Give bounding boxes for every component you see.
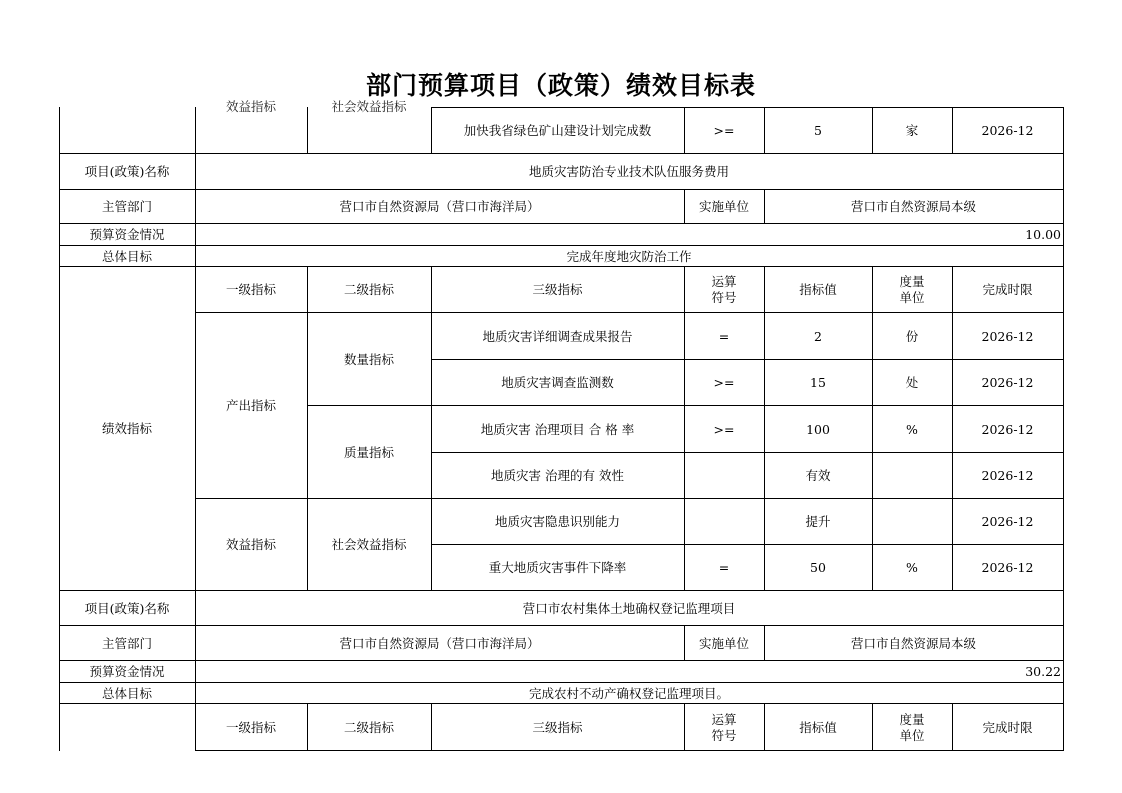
fragment-deadline: 2026-12 xyxy=(981,122,1034,138)
table-row-value: 100 xyxy=(806,421,830,437)
grid-line xyxy=(952,704,953,751)
grid-line xyxy=(195,750,1064,751)
p1-group-output: 产出指标 xyxy=(225,398,276,413)
p1-header-deadline: 完成时限 xyxy=(982,282,1033,297)
grid-line xyxy=(195,312,1064,313)
grid-line xyxy=(431,267,432,591)
table-row-deadline: 2026-12 xyxy=(981,375,1034,390)
table-row-operator: >= xyxy=(713,375,735,390)
p2-header-level1: 一级指标 xyxy=(225,719,276,735)
grid-line xyxy=(59,153,1064,154)
table-row-indicator: 重大地质灾害事件下降率 xyxy=(488,560,627,575)
p1-header-level3: 三级指标 xyxy=(532,282,583,297)
fragment-indicator: 加快我省绿色矿山建设计划完成数 xyxy=(463,122,652,138)
table-row-operator xyxy=(684,453,764,499)
p2-name-label: 项目(政策)名称 xyxy=(84,600,170,616)
p1-impl-value: 营口市自然资源局本级 xyxy=(850,199,976,214)
unit-header-line1: 度量 xyxy=(899,274,925,289)
grid-line xyxy=(59,590,1064,591)
p2-budget-label: 预算资金情况 xyxy=(89,664,165,679)
table-row-indicator: 地质灾害调查监测数 xyxy=(501,375,614,390)
table-row-unit xyxy=(872,453,952,499)
page-title: 部门预算项目（政策）绩效目标表 xyxy=(365,71,756,100)
grid-line xyxy=(764,267,765,591)
table-row-operator xyxy=(684,499,764,545)
grid-line xyxy=(59,107,60,751)
table-row-operator: = xyxy=(718,328,730,344)
table-row-deadline: 2026-12 xyxy=(981,468,1034,483)
fragment-level1-cell xyxy=(195,99,307,154)
p2-header-deadline: 完成时限 xyxy=(982,719,1033,735)
grid-line xyxy=(764,626,765,661)
grid-line xyxy=(431,359,1064,360)
grid-line xyxy=(952,107,953,154)
operator-header-line2: 符号 xyxy=(711,727,737,743)
grid-line xyxy=(684,704,685,751)
p1-impl-label: 实施单位 xyxy=(698,199,749,214)
table-row-indicator: 地质灾害隐患识别能力 xyxy=(494,514,620,529)
p2-dept-value: 营口市自然资源局（营口市海洋局） xyxy=(339,635,540,651)
fragment-operator: >= xyxy=(713,122,735,138)
p1-group-benefit: 效益指标 xyxy=(225,537,276,552)
p1-header-level2: 二级指标 xyxy=(343,282,394,297)
table-row-deadline: 2026-12 xyxy=(981,421,1034,437)
grid-line xyxy=(872,267,873,591)
grid-line xyxy=(764,190,765,224)
fragment-level1-label: 效益指标 xyxy=(225,99,276,114)
unit-header-line2: 单位 xyxy=(899,290,925,305)
p1-overall-label: 总体目标 xyxy=(101,248,152,264)
p2-impl-label: 实施单位 xyxy=(698,635,749,651)
p2-header-level3: 三级指标 xyxy=(532,719,583,735)
table-row-value: 提升 xyxy=(805,514,831,529)
grid-line xyxy=(59,245,1064,246)
table-row-value: 2 xyxy=(814,328,822,344)
table-row-unit: % xyxy=(906,421,918,437)
grid-line xyxy=(307,704,308,751)
grid-line xyxy=(307,267,308,591)
operator-header-line1: 运算 xyxy=(711,711,737,727)
p1-header-unit xyxy=(872,267,952,313)
grid-line xyxy=(59,682,1064,683)
p1-name-label: 项目(政策)名称 xyxy=(84,164,170,179)
grid-line xyxy=(431,107,432,154)
grid-line xyxy=(195,498,1064,499)
operator-header-line2: 符号 xyxy=(711,290,737,305)
p1-group-quantity: 数量指标 xyxy=(343,351,394,367)
table-row-indicator: 地质灾害详细调查成果报告 xyxy=(482,328,633,344)
grid-line xyxy=(1063,107,1064,751)
p2-overall-value: 完成农村不动产确权登记监理项目。 xyxy=(528,685,729,701)
p1-dept-value: 营口市自然资源局（营口市海洋局） xyxy=(339,199,540,214)
grid-line xyxy=(59,625,1064,626)
grid-line xyxy=(872,107,873,154)
grid-line xyxy=(872,704,873,751)
table-row-unit: % xyxy=(906,560,918,575)
unit-header-line2: 单位 xyxy=(899,727,925,743)
fragment-level2-cell xyxy=(307,99,431,154)
p1-group-quality: 质量指标 xyxy=(343,444,394,460)
grid-line xyxy=(684,267,685,591)
grid-line xyxy=(684,190,685,224)
grid-line xyxy=(59,266,1064,267)
p2-impl-value: 营口市自然资源局本级 xyxy=(850,635,976,651)
p2-header-unit xyxy=(872,704,952,751)
table-row-deadline: 2026-12 xyxy=(981,328,1034,344)
p1-budget-label: 预算资金情况 xyxy=(89,227,165,242)
p2-overall-label: 总体目标 xyxy=(101,685,152,701)
p2-header-operator xyxy=(684,704,764,751)
table-row-operator: >= xyxy=(713,421,735,437)
table-row-unit: 份 xyxy=(905,328,919,344)
grid-line xyxy=(59,189,1064,190)
table-row-value: 有效 xyxy=(805,468,831,483)
table-row-value: 15 xyxy=(810,375,826,390)
p1-overall-value: 完成年度地灾防治工作 xyxy=(566,248,692,264)
p1-group-social: 社会效益指标 xyxy=(331,537,407,552)
table-row-indicator: 地质灾害 治理项目 合 格 率 xyxy=(480,421,635,437)
grid-line xyxy=(59,660,1064,661)
table-row-deadline: 2026-12 xyxy=(981,514,1034,529)
grid-line xyxy=(431,107,1064,108)
unit-header-line1: 度量 xyxy=(899,711,925,727)
grid-line xyxy=(307,107,308,154)
p1-dept-label: 主管部门 xyxy=(101,199,152,214)
table-row-deadline: 2026-12 xyxy=(981,560,1034,575)
fragment-unit: 家 xyxy=(905,122,919,138)
table-row-unit: 处 xyxy=(905,375,919,390)
p1-header-value: 指标值 xyxy=(799,282,837,297)
grid-line xyxy=(764,704,765,751)
p2-header-level2: 二级指标 xyxy=(343,719,394,735)
fragment-value: 5 xyxy=(814,122,822,138)
grid-line xyxy=(684,626,685,661)
table-row-value: 50 xyxy=(810,560,826,575)
table-row-unit xyxy=(872,499,952,545)
fragment-level2-label: 社会效益指标 xyxy=(331,99,407,114)
operator-header-line1: 运算 xyxy=(711,274,737,289)
p1-name-value: 地质灾害防治专业技术队伍服务费用 xyxy=(528,164,729,179)
grid-line xyxy=(952,267,953,591)
p1-header-level1: 一级指标 xyxy=(225,282,276,297)
table-row-indicator: 地质灾害 治理的有 效性 xyxy=(491,468,624,483)
table-row-operator: = xyxy=(718,560,730,575)
grid-line xyxy=(684,107,685,154)
p1-header-operator xyxy=(684,267,764,313)
grid-line xyxy=(59,223,1064,224)
p2-header-value: 指标值 xyxy=(799,719,837,735)
grid-line xyxy=(431,544,1064,545)
grid-line xyxy=(307,405,1064,406)
grid-line xyxy=(431,452,1064,453)
grid-line xyxy=(431,704,432,751)
p1-budget-value: 10.00 xyxy=(1025,227,1061,242)
grid-line xyxy=(59,703,1064,704)
p2-dept-label: 主管部门 xyxy=(101,635,152,651)
p2-name-value: 营口市农村集体土地确权登记监理项目 xyxy=(522,600,736,616)
p2-budget-value: 30.22 xyxy=(1025,664,1061,679)
grid-line xyxy=(764,107,765,154)
grid-line xyxy=(195,107,196,751)
p1-perf-label: 绩效指标 xyxy=(101,421,152,436)
